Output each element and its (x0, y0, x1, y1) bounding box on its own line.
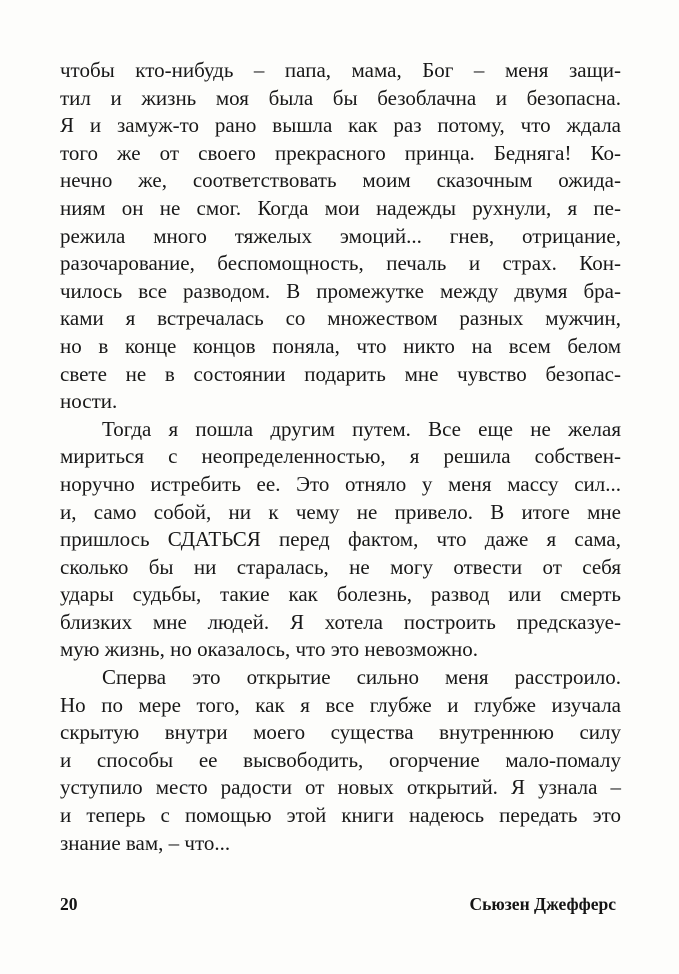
text-line: Я и замуж-то рано вышла как раз потому, что ждала (60, 113, 621, 138)
text-line: норучно истребить ее. Это отняло у меня массу сил... (60, 471, 621, 496)
text-line: ности. (60, 389, 118, 414)
text-line: знание вам, – что... (60, 830, 231, 855)
page-footer (60, 894, 616, 915)
text-line: и теперь с помощью этой книги надеюсь передать это (60, 803, 621, 828)
text-line: режила много тяжелых эмоций... гнев, отрицание, (60, 223, 621, 248)
text-line: свете не в состоянии подарить мне чувство безопас- (60, 361, 621, 386)
text-line: но в конце концов поняла, что никто на всем белом (60, 333, 621, 358)
text-line: мириться с неопределенностью, я решила собствен- (60, 444, 621, 469)
running-author: Сьюзен Джефферс (469, 894, 616, 914)
text-line: скрытую внутри моего существа внутреннюю силу (60, 720, 621, 745)
page-number: 20 (60, 894, 78, 914)
text-line: Тогда я пошла другим путем. Все еще не желая (102, 416, 621, 441)
text-line: сколько бы ни старалась, не могу отвести от себя (60, 554, 621, 579)
text-line: чтобы кто-нибудь – папа, мама, Бог – меня защи- (60, 58, 621, 82)
text-line: ниям он не смог. Когда мои надежды рухнули, я пе- (60, 195, 621, 220)
text-line: и, само собой, ни к чему не привело. В итоге мне (60, 499, 621, 524)
page-body (60, 57, 621, 857)
text-line: нечно же, соответствовать моим сказочным ожида- (60, 168, 621, 193)
text-line: ками я встречалась со множеством разных мужчин, (60, 306, 621, 331)
text-line: того же от своего прекрасного принца. Бедняга! Ко- (60, 140, 621, 165)
text-line: уступило место радости от новых открытий. Я узнала – (60, 775, 621, 800)
paragraph (60, 57, 621, 416)
text-line: Сперва это открытие сильно меня расстроило. (102, 665, 621, 690)
text-line: чилось все разводом. В промежутке между двумя бра- (60, 278, 621, 303)
paragraph (60, 664, 621, 857)
text-line: Но по мере того, как я все глубже и глубже изучала (60, 692, 621, 717)
text-line: удары судьбы, такие как болезнь, развод или смерть (60, 582, 621, 607)
text-line: мую жизнь, но оказалось, что это невозможно. (60, 637, 478, 662)
paragraph (60, 416, 621, 664)
text-line: пришлось СДАТЬСЯ перед фактом, что даже я сама, (60, 527, 621, 552)
text-line: тил и жизнь моя была бы безоблачна и безопасна. (60, 85, 621, 110)
text-line: и способы ее высвободить, огорчение мало-помалу (60, 747, 621, 772)
text-line: близких мне людей. Я хотела построить предсказуе- (60, 609, 621, 634)
text-line: разочарование, беспомощность, печаль и страх. Кон- (60, 251, 621, 276)
